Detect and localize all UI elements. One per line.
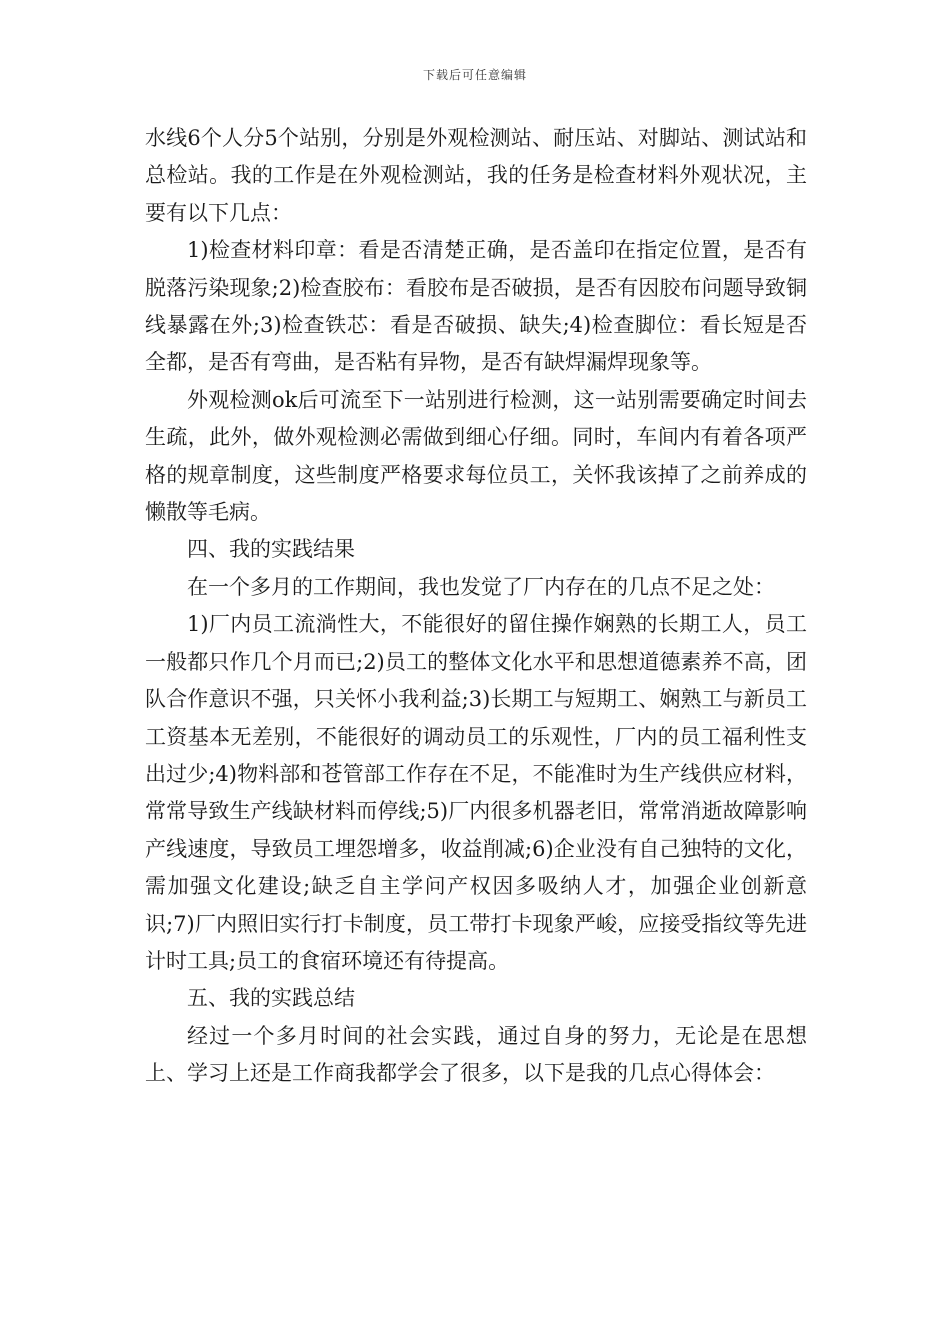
- section-heading-results: 四、我的实践结果: [187, 537, 355, 562]
- document-body: [145, 120, 807, 1093]
- paragraph-inspection-items: 1)检查材料印章：看是否清楚正确，是否盖印在指定位置，是否有脱落污染现象;2)检查胶布：看胶布是否破损，是否有因胶布问题导致铜线暴露在外;3)检查铁芯：看是否破损、缺失;4)检查脚位：看长短是否全都，是否有弯曲，是否粘有异物，是否有缺焊漏焊现象等。: [145, 238, 807, 375]
- paragraph-results-list: 1)厂内员工流淌性大，不能很好的留住操作娴熟的长期工人，员工一般都只作几个月而已;2)员工的整体文化水平和思想道德素养不高，团队合作意识不强，只关怀小我利益;3)长期工与短期工、娴熟工与新员工工资基本无差别，不能很好的调动员工的乐观性，厂内的员工福利性支出过少;4)物料部和苍管部工作存在不足，不能准时为生产线供应材料，常常导致生产线缺材料而停线;5)厂内很多机器老旧，常常消逝故障影响产线速度，导致员工埋怨增多，收益削减;6)企业没有自己独特的文化，需加强文化建设;缺乏自主学问产权因多吸纳人才，加强企业创新意识;7)厂内照旧实行打卡制度，员工带打卡现象严峻，应接受指纹等先进计时工具;员工的食宿环境还有待提高。: [145, 612, 807, 973]
- paragraph-results-intro: 在一个多月的工作期间，我也发觉了厂内存在的几点不足之处：: [187, 574, 775, 599]
- section-heading-summary: 五、我的实践总结: [187, 986, 355, 1011]
- paragraph-inspection-notes: 外观检测ok后可流至下一站别进行检测，这一站别需要确定时间去生疏，此外，做外观检测必需做到细心仔细。同时，车间内有着各项严格的规章制度，这些制度严格要求每位员工，关怀我该掉了之前养成的懒散等毛病。: [145, 387, 807, 525]
- paragraph-continuation: 水线6个人分5个站别，分别是外观检测站、耐压站、对脚站、测试站和总检站。我的工作是在外观检测站，我的任务是检查材料外观状况，主要有以下几点：: [145, 126, 807, 225]
- paragraph-summary-intro: 经过一个多月时间的社会实践，通过自身的努力，无论是在思想上、学习上还是工作商我都学会了很多，以下是我的几点心得体会：: [145, 1023, 807, 1086]
- page-header: 下载后可任意编辑: [422, 68, 527, 82]
